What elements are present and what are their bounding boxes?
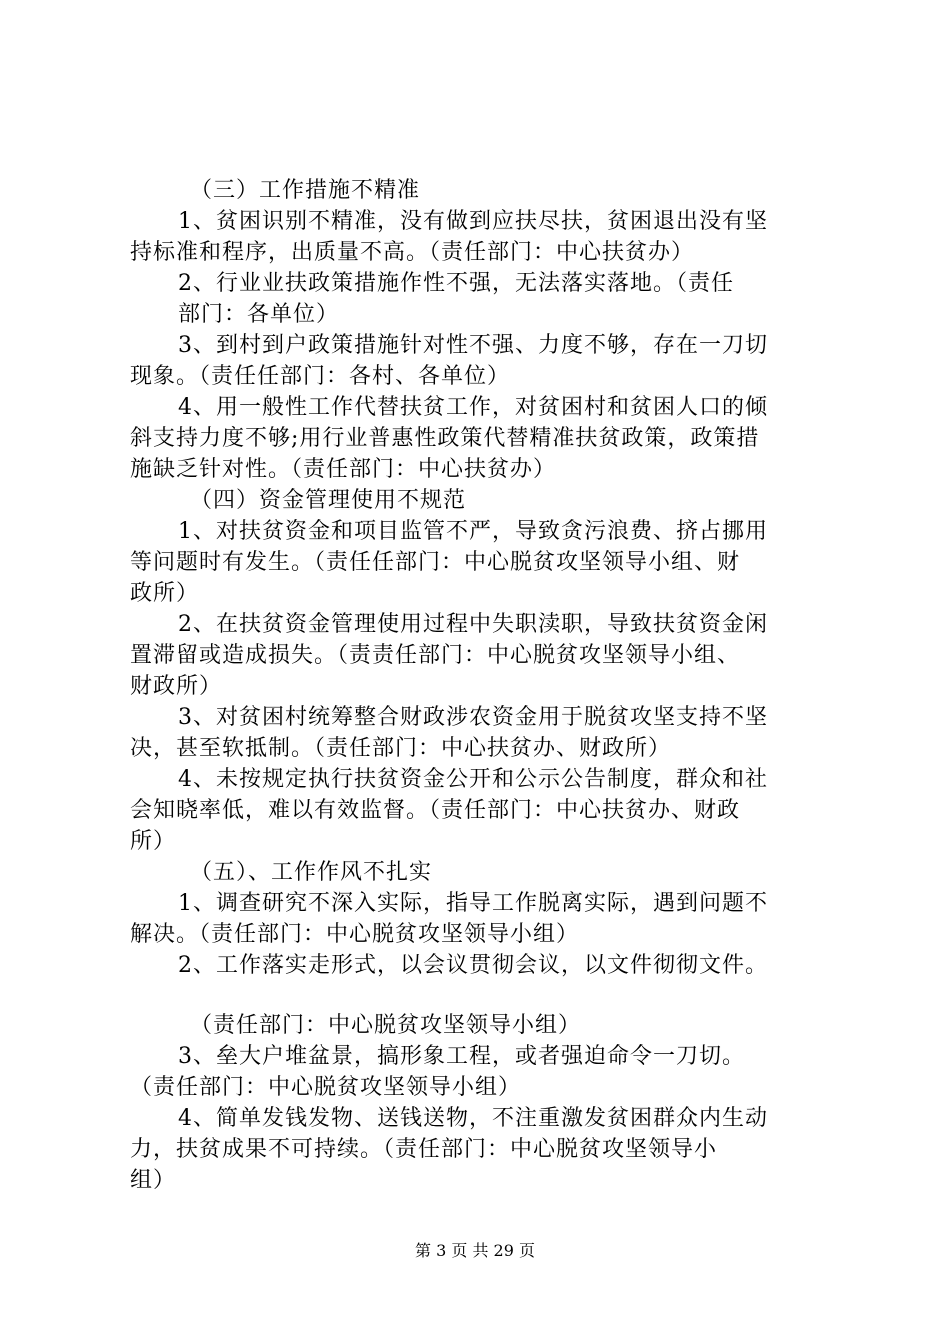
paragraph-line: 所） [130,829,177,854]
paragraph-line: 组） [130,1168,177,1193]
paragraph-line: 等问题时有发生。（责任任部门：中心脱贫攻坚领导小组、财 [130,550,741,575]
paragraph-line: 现象。（责任任部门：各村、各单位） [130,364,511,389]
paragraph-line: 1、贫困识别不精准，没有做到应扶尽扶，贫困退出没有坚 [178,209,768,234]
section-heading: （五）、工作作风不扎实 [190,860,433,885]
paragraph-line: 力，扶贫成果不可持续。（责任部门：中心脱贫攻坚领导小 [130,1137,718,1162]
paragraph-line: （责任部门：中心脱贫攻坚领导小组） [190,1013,582,1038]
paragraph-line: 施缺乏针对性。（责任部门：中心扶贫办） [130,457,557,482]
paragraph-line: 斜支持力度不够;用行业普惠性政策代替精准扶贫政策，政策措 [130,426,760,451]
paragraph-line: 1、对扶贫资金和项目监管不严，导致贪污浪费、挤占挪用 [178,519,768,544]
paragraph-line: 3、到村到户政策措施针对性不强、力度不够，存在一刀切 [178,333,768,358]
paragraph-line: 4、用一般性工作代替扶贫工作，对贫困村和贫困人口的倾 [178,395,768,420]
paragraph-line: 财政所） [130,674,223,699]
paragraph-line: 4、未按规定执行扶贫资金公开和公示公告制度，群众和社 [178,767,768,792]
paragraph-line: 3、垒大户堆盆景，搞形象工程，或者强迫命令一刀切。 [178,1044,745,1069]
paragraph-line: 政所） [130,581,200,606]
section-heading: （三）工作措施不精准 [190,178,421,203]
page-footer: 第 3 页 共 29 页 [415,1241,535,1260]
paragraph-line: 1、调查研究不深入实际，指导工作脱离实际，遇到问题不 [178,891,768,916]
paragraph-line: 2、行业业扶政策措施作性不强，无法落实落地。（责任 [178,271,734,296]
paragraph-line: 2、在扶贫资金管理使用过程中失职渎职，导致扶贫资金闲 [178,612,768,637]
paragraph-line: 部门：各单位） [178,302,340,327]
paragraph-line: 置滞留或造成损失。（责责任部门：中心脱贫攻坚领导小组、 [130,643,741,668]
paragraph-line: 3、对贫困村统筹整合财政涉农资金用于脱贫攻坚支持不坚 [178,705,768,730]
section-heading: （四）资金管理使用不规范 [190,488,467,513]
paragraph-line: 持标准和程序，出质量不高。（责任部门：中心扶贫办） [130,240,695,265]
paragraph-line: 4、简单发钱发物、送钱送物，不注重激发贫困群众内生动 [178,1106,768,1131]
paragraph-line: （责任部门：中心脱贫攻坚领导小组） [130,1075,522,1100]
paragraph-line: 解决。（责任部门：中心脱贫攻坚领导小组） [130,922,580,947]
paragraph-line: 会知晓率低，难以有效监督。（责任部门：中心扶贫办、财政 [130,798,741,823]
paragraph-line: 决，甚至软抵制。（责任部门：中心扶贫办、财政所） [130,736,672,761]
paragraph-line: 2、工作落实走形式，以会议贯彻会议，以文件彻彻文件。 [178,953,768,978]
